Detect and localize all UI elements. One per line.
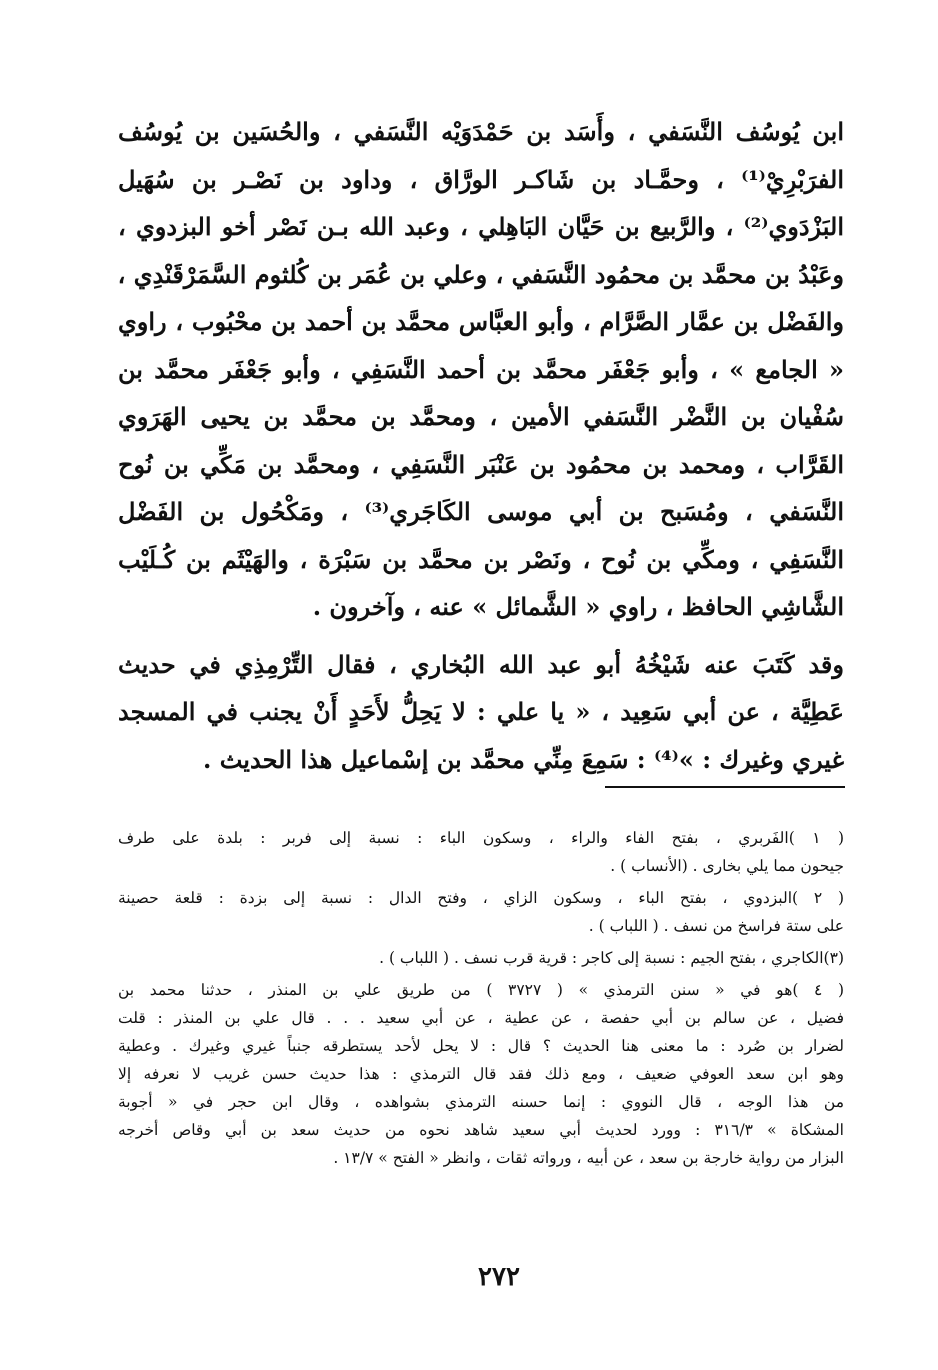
footnotes <box>118 824 844 1172</box>
text-line: غيري وغيرك : »⁽⁴⁾ : سَمِعَ مِنِّي محمَّد بن إسْماعيل هذا الحديث . <box>203 744 844 774</box>
page-number: ٢٧٢ <box>478 1262 520 1292</box>
text-line: سُفْيان بن النَّضْر النَّسَفي الأمين ، ومحمَّد بن محمَّد بن يحيى الهَرَوي <box>118 402 844 431</box>
footnote-line: البزار من رواية خارجة بن سعد ، عن أبيه ، ورواته ثقات ، وانظر « الفتح » ١٣/٧ . <box>333 1149 844 1167</box>
footnote-line: ( ١ )الفَربري ، بفتح الفاء والراء ، وسكون الباء : نسبة إلى فربر : بلدة على طرف <box>118 829 844 847</box>
paragraph-gap <box>118 631 844 641</box>
text-line: والفَضْل بن عمَّار الصَّرَّام ، وأبو العبَّاس محمَّد بن أحمد بن محْبُوب ، راوي <box>118 307 844 336</box>
footnote-1 <box>118 824 844 880</box>
footnote-2 <box>118 884 844 940</box>
footnote-line: (٣)الكاجري ، بفتح الجيم : نسبة إلى كاجر : قرية قرب نسف . ( اللباب ) . <box>379 949 844 967</box>
text-line: عَطِيَّة ، عن أبي سَعِيد ، « يا علي : لا يَحِلُّ لأَحَدٍ أَنْ يجنب في المسجد <box>118 697 844 726</box>
text-line: النَّسَفِي ، ومكِّي بن نُوح ، ونَصْر بن محمَّد بن سَبْرَة ، والهَيْثَم بن كُـلَيْب <box>118 544 844 574</box>
footnote-line: فضيل ، عن سالم بن أبي حفصة ، عن عطية ، عن أبي سعيد . . . قال علي بن المنذر : قلت <box>118 1009 844 1027</box>
text-line: النَّسَفي ، ومُسَبح بن أبي موسى الكَاجَري⁽³⁾ ، ومَكْحُول بن الفَضْل <box>118 497 844 526</box>
text-line: البَزْدَوي⁽²⁾ ، والرَّبيع بن حَيَّان البَاهِلي ، وعبد الله بـن نَصْر أخو البزدوي ، <box>118 212 844 241</box>
footnote-separator <box>605 786 845 788</box>
text-line: القَرَّاب ، ومحمد بن محمُود بن عَنْبَر النَّسَفِي ، ومحمَّد بن مَكِّي بن نُوح <box>118 449 844 479</box>
footnote-line: جيحون مما يلي بخارى . (الأنساب ) . <box>610 857 844 875</box>
footnote-line: ( ٤ )هو في « سنن الترمذي » ( ٣٧٢٧ ) من طريق علي بن المنذر ، حدثنا محمد بن <box>118 981 845 999</box>
footnote-line: وهو ابن سعد العوفي ضعيف ، ومع ذلك فقد قال الترمذي : هذا حديث حسن غريب لا نعرفه إلا <box>118 1065 844 1083</box>
footnote-line: من هذا الوجه ، قال النووي : إنما حسنه الترمذي بشواهده ، وقال ابن حجر في « أجوبة <box>118 1093 844 1111</box>
footnote-line: ( ٢ )البزدوي ، بفتح الباء ، وسكون الزاي ، وفتح الدال : نسبة إلى بزدة : قلعة حصينة <box>118 889 844 907</box>
text-line: ابن يُوسُف النَّسَفي ، وأَسَد بن حَمْدَوَيْه النَّسَفي ، والحُسَين بن يُوسُف <box>118 117 844 146</box>
footnote-line: المشكاة » ٣١٦/٣ : وورد لحديث أبي سعيد شاهد نحوه من حديث سعد بن أبي وقاص أخرجه <box>118 1121 844 1139</box>
footnote-line: لضرار بن صُرد : ما معنى هنا الحديث ؟ قال : لا يحل لأحد يستطرقه جنباً غيري وغيرك . وعطية <box>118 1037 844 1055</box>
footnote-4 <box>118 976 844 1172</box>
main-text <box>118 108 844 783</box>
footnote-line: على ستة فراسخ من نسف . ( اللباب ) . <box>588 917 844 935</box>
footnote-3 <box>118 944 844 972</box>
text-line: الفرَبْرِيْ⁽¹⁾ ، وحمَّـاد بن شَاكـر الورَّاق ، وداود بن نَصْـر بن سُهَيل <box>118 164 844 194</box>
text-line: « الجامع » ، وأبو جَعْفَر محمَّد بن أحمد النَّسَفِي ، وأبو جَعْفَر محمَّد بن <box>118 354 844 384</box>
text-line: الشَّاشِي الحافظ ، راوي « الشَّمائل » عنه ، وآخرون . <box>312 592 844 621</box>
text-line: وعَبْدُ بن محمَّد بن محمُود النَّسَفي ، وعلي بن عُمَر بن كُلثوم السَّمَرْقَنْدِي ، <box>117 259 844 289</box>
text-line: وقد كَتَبَ عنه شَيْخُهُ أبو عبد الله البُخاري ، فقال التِّرْمِذِي في حديث <box>118 649 844 679</box>
